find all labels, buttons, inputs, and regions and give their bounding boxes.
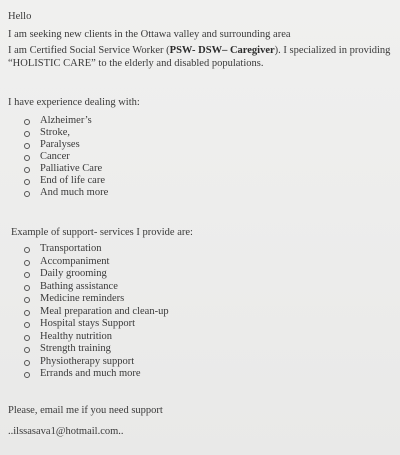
circle-bullet-icon (24, 167, 30, 173)
list-item-text: Paralyses (40, 139, 80, 150)
list-item-text: Palliative Care (40, 163, 103, 174)
list-item-text: Stroke, (40, 127, 71, 138)
services-heading: Example of support- services I provide are: (11, 227, 193, 238)
circle-bullet-icon (24, 191, 30, 197)
circle-bullet-icon (24, 297, 30, 303)
circle-bullet-icon (24, 372, 30, 378)
circle-bullet-icon (24, 155, 30, 161)
circle-bullet-icon (24, 260, 30, 266)
certification-suffix: ). I specialized in providing (274, 45, 391, 56)
certification-line (8, 45, 390, 57)
certification-roles: PSW- DSW– Caregiver (169, 45, 275, 56)
greeting: Hello (8, 11, 32, 22)
list-item-text: End of life care (40, 175, 106, 186)
circle-bullet-icon (24, 272, 30, 278)
certification-prefix: I am Certified Social Service Worker ( (8, 45, 170, 56)
holistic-care-line: “HOLISTIC CARE” to the elderly and disabled populations. (8, 58, 264, 69)
list-item-text: Daily grooming (40, 268, 107, 279)
circle-bullet-icon (24, 322, 30, 328)
list-item-text: Medicine reminders (40, 293, 125, 304)
circle-bullet-icon (24, 247, 30, 253)
list-item-text: Transportation (40, 243, 102, 254)
list-item-text: Healthy nutrition (40, 330, 113, 342)
circle-bullet-icon (24, 285, 30, 291)
closing-line: Please, email me if you need support (8, 405, 163, 416)
list-item-text: And much more (40, 187, 109, 198)
list-item-text: Cancer (40, 151, 70, 162)
list-item-text: Physiotherapy support (40, 355, 135, 367)
list-item-text: Alzheimer’s (40, 115, 92, 126)
list-item-text: Accompaniment (40, 255, 110, 267)
list-item-text: Bathing assistance (40, 280, 118, 292)
list-item-text: Strength training (40, 343, 111, 354)
intro-line: I am seeking new clients in the Ottawa valley and surrounding area (8, 29, 291, 40)
list-item-text: Meal preparation and clean-up (40, 305, 169, 317)
circle-bullet-icon (24, 335, 30, 341)
circle-bullet-icon (24, 119, 30, 125)
circle-bullet-icon (24, 143, 30, 149)
email-line: ..ilssasava1@hotmail.com.. (8, 426, 124, 437)
circle-bullet-icon (24, 131, 30, 137)
circle-bullet-icon (24, 360, 30, 366)
experience-heading: I have experience dealing with: (8, 97, 140, 108)
circle-bullet-icon (24, 179, 30, 185)
circle-bullet-icon (24, 310, 30, 316)
list-item-text: Errands and much more (40, 368, 141, 379)
list-item-text: Hospital stays Support (40, 318, 136, 329)
circle-bullet-icon (24, 347, 30, 353)
